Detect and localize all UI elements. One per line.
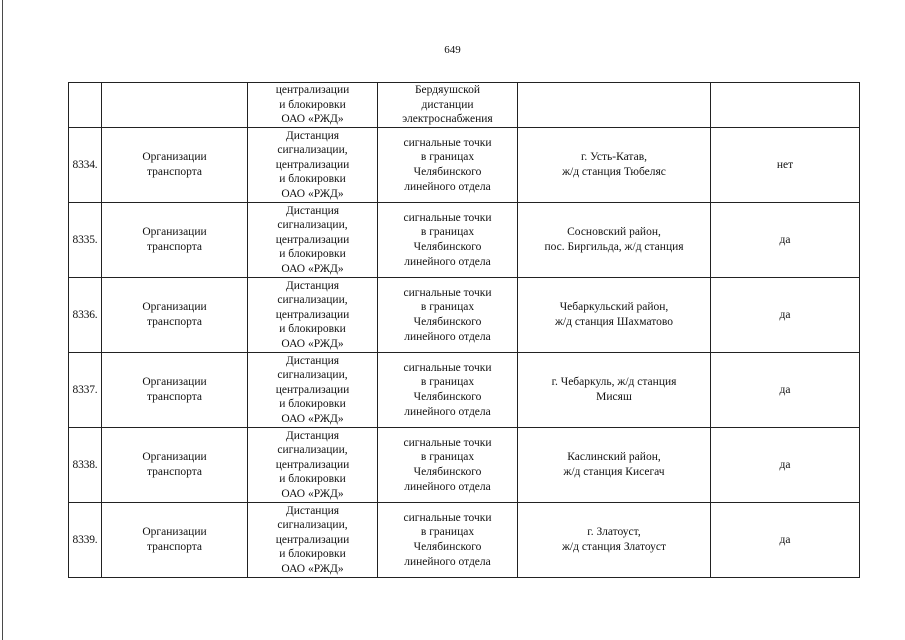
cell-flag: да [711, 278, 860, 353]
cell-type: Организации транспорта [102, 203, 248, 278]
page-number: 649 [444, 44, 461, 56]
scan-left-edge-rule [2, 0, 3, 640]
cell-type: Организации транспорта [102, 278, 248, 353]
cell-object: сигнальные точки в границах Челябинского линейного отдела [378, 203, 518, 278]
cell-object: сигнальные точки в границах Челябинского линейного отдела [378, 353, 518, 428]
cell-flag: да [711, 503, 860, 578]
table-row [69, 428, 860, 503]
cell-type: Организации транспорта [102, 428, 248, 503]
cell-organization: Дистанция сигнализации, централизации и блокировки ОАО «РЖД» [248, 353, 378, 428]
cell-type: Организации транспорта [102, 128, 248, 203]
table-row-continuation [69, 83, 860, 128]
cell-location: г. Златоуст, ж/д станция Златоуст [518, 503, 711, 578]
cell-organization: Дистанция сигнализации, централизации и блокировки ОАО «РЖД» [248, 278, 378, 353]
cell-organization: Дистанция сигнализации, централизации и блокировки ОАО «РЖД» [248, 503, 378, 578]
cell-location [518, 83, 711, 128]
cell-flag [711, 83, 860, 128]
cell-location: г. Усть-Катав, ж/д станция Тюбеляс [518, 128, 711, 203]
cell-object: сигнальные точки в границах Челябинского линейного отдела [378, 128, 518, 203]
cell-object: сигнальные точки в границах Челябинского линейного отдела [378, 503, 518, 578]
cell-type: Организации транспорта [102, 503, 248, 578]
cell-organization: Дистанция сигнализации, централизации и блокировки ОАО «РЖД» [248, 428, 378, 503]
table-row [69, 503, 860, 578]
cell-number: 8334. [69, 128, 102, 203]
cell-location: Каслинский район, ж/д станция Кисегач [518, 428, 711, 503]
cell-flag: нет [711, 128, 860, 203]
cell-type: Организации транспорта [102, 353, 248, 428]
table-row [69, 353, 860, 428]
cell-number: 8335. [69, 203, 102, 278]
cell-number: 8336. [69, 278, 102, 353]
registry-table [68, 82, 860, 578]
cell-number: 8337. [69, 353, 102, 428]
cell-object: Бердяушской дистанции электроснабжения [378, 83, 518, 128]
cell-organization: Дистанция сигнализации, централизации и блокировки ОАО «РЖД» [248, 128, 378, 203]
table-row [69, 278, 860, 353]
cell-number [69, 83, 102, 128]
cell-flag: да [711, 428, 860, 503]
cell-number: 8338. [69, 428, 102, 503]
cell-organization: Дистанция сигнализации, централизации и блокировки ОАО «РЖД» [248, 203, 378, 278]
cell-location: г. Чебаркуль, ж/д станция Мисяш [518, 353, 711, 428]
cell-flag: да [711, 203, 860, 278]
cell-object: сигнальные точки в границах Челябинского линейного отдела [378, 428, 518, 503]
cell-flag: да [711, 353, 860, 428]
cell-organization: централизации и блокировки ОАО «РЖД» [248, 83, 378, 128]
cell-number: 8339. [69, 503, 102, 578]
cell-location: Чебаркульский район, ж/д станция Шахматово [518, 278, 711, 353]
cell-object: сигнальные точки в границах Челябинского линейного отдела [378, 278, 518, 353]
table-row [69, 128, 860, 203]
cell-type [102, 83, 248, 128]
table-row [69, 203, 860, 278]
cell-location: Сосновский район, пос. Биргильда, ж/д станция [518, 203, 711, 278]
